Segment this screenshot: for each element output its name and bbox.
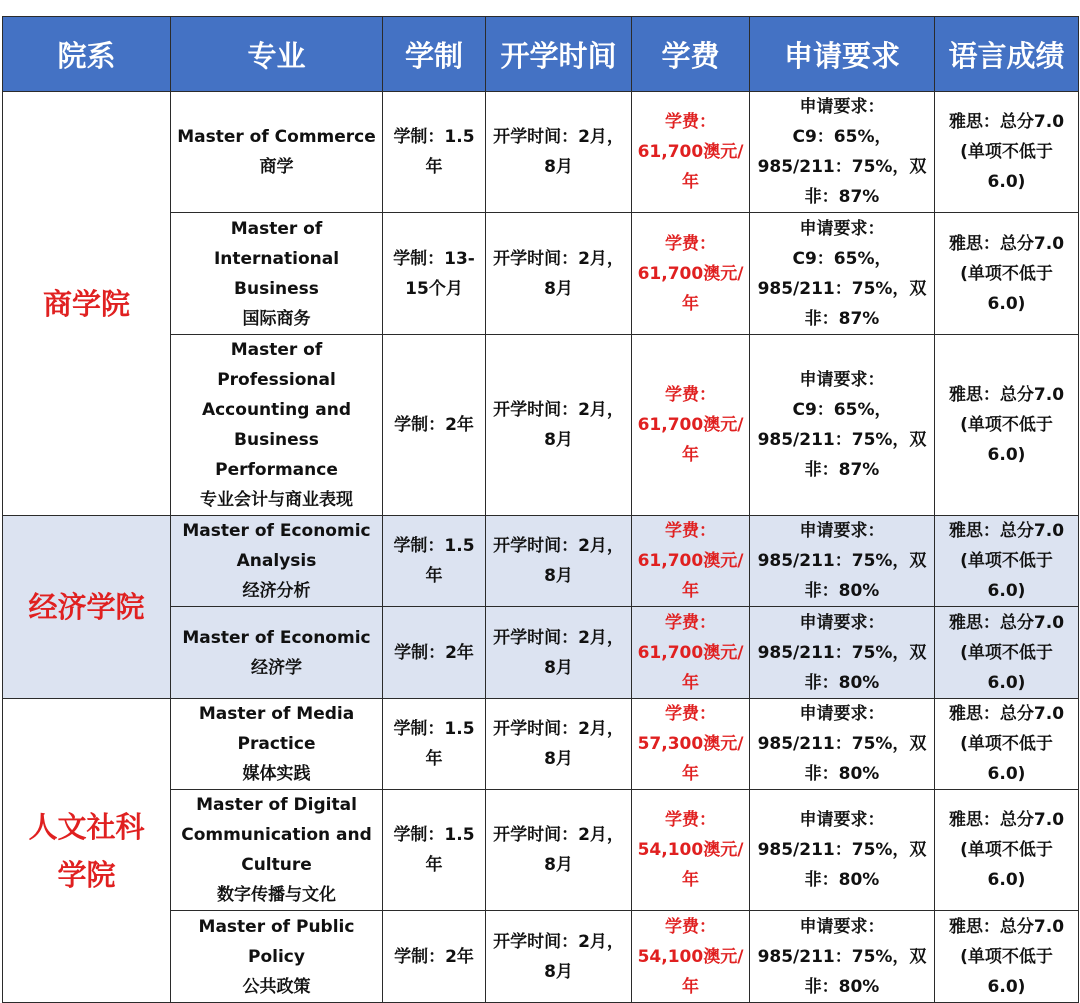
cell-line: 非：80% <box>804 976 880 997</box>
cell-line: 6.0) <box>987 445 1026 465</box>
tuition-cell <box>632 607 750 699</box>
duration-cell <box>383 911 486 1003</box>
cell-line: 8月 <box>544 157 573 177</box>
tuition-cell <box>632 911 750 1003</box>
cell-line: 申请要求： <box>799 370 885 390</box>
duration-cell <box>383 213 486 335</box>
cell-line: 经济学院 <box>28 590 145 624</box>
cell-line: 8月 <box>544 278 573 299</box>
cell-line: 8月 <box>544 430 573 450</box>
major-cell <box>171 911 383 1003</box>
header-tuition: 学费 <box>632 17 750 92</box>
cell-line: Practice <box>237 734 316 754</box>
cell-line: 媒体实践 <box>242 764 311 784</box>
cell-line: 雅思：总分7.0 <box>948 916 1065 937</box>
duration-cell <box>383 92 486 213</box>
header-language: 语言成绩 <box>935 17 1079 92</box>
cell-line: 6.0) <box>987 672 1026 693</box>
header-major: 专业 <box>171 17 383 92</box>
cell-line: 年 <box>425 157 443 177</box>
cell-line: 开学时间：2月， <box>493 127 624 147</box>
cell-line: 申请要求： <box>799 521 885 541</box>
cell-line: 非：87% <box>804 460 880 480</box>
cell-line: 学制：1.5 <box>393 127 475 147</box>
requirement-cell <box>750 607 935 699</box>
cell-line: 非：80% <box>804 581 880 601</box>
cell-line: (单项不低于 <box>960 142 1053 162</box>
cell-line: 年 <box>682 293 699 314</box>
cell-line: 专业会计与商业表现 <box>200 490 353 510</box>
requirement-cell <box>750 699 935 790</box>
cell-line: 61,700澳元/ <box>637 642 744 663</box>
cell-line: 年 <box>682 672 699 693</box>
cell-line: 年 <box>682 581 699 601</box>
cell-line: 学费： <box>665 233 716 254</box>
cell-line: 61,700澳元/ <box>637 142 744 162</box>
major-cell <box>171 516 383 607</box>
cell-line: 雅思：总分7.0 <box>948 810 1065 830</box>
cell-line: 申请要求： <box>799 704 885 724</box>
cell-line: 学院 <box>57 857 116 892</box>
cell-line: 学费： <box>665 704 716 724</box>
cell-line: 学制：1.5 <box>393 825 475 845</box>
cell-line: 经济分析 <box>242 581 311 601</box>
duration-cell <box>383 790 486 911</box>
cell-line: 985/211：75%，双 <box>757 946 927 967</box>
cell-line: C9：65%， <box>792 127 892 147</box>
language-cell <box>935 213 1079 335</box>
cell-line: 雅思：总分7.0 <box>948 521 1065 541</box>
cell-line: 年 <box>425 855 443 875</box>
cell-line: 雅思：总分7.0 <box>948 112 1065 132</box>
cell-line: 学费： <box>665 810 716 830</box>
cell-line: 商学 <box>259 157 294 177</box>
cell-line: 雅思：总分7.0 <box>948 704 1065 724</box>
header-department: 院系 <box>3 17 171 92</box>
cell-line: 985/211：75%，双 <box>757 430 927 450</box>
department-cell <box>3 92 171 516</box>
cell-line: 申请要求： <box>799 218 885 239</box>
cell-line: 人文社科 <box>28 809 145 844</box>
cell-line: 申请要求： <box>799 916 885 937</box>
cell-line: 985/211：75%，双 <box>757 734 927 754</box>
tuition-cell <box>632 699 750 790</box>
language-cell <box>935 699 1079 790</box>
language-cell <box>935 607 1079 699</box>
cell-line: (单项不低于 <box>960 642 1053 663</box>
cell-line: 年 <box>425 566 443 586</box>
cell-line: 8月 <box>544 855 573 875</box>
tuition-cell <box>632 213 750 335</box>
cell-line: 雅思：总分7.0 <box>948 385 1065 405</box>
cell-line: 年 <box>682 976 699 997</box>
cell-line: 开学时间：2月， <box>493 627 624 648</box>
cell-line: 雅思：总分7.0 <box>948 612 1065 633</box>
table-row <box>3 92 1079 213</box>
cell-line: 985/211：75%，双 <box>757 642 927 663</box>
cell-line: Master of Public Policy <box>198 916 355 967</box>
cell-line: 数字传播与文化 <box>217 885 336 905</box>
cell-line: 申请要求： <box>799 97 885 117</box>
cell-line: 雅思：总分7.0 <box>948 233 1065 254</box>
cell-line: 61,700澳元/ <box>637 263 744 284</box>
cell-line: Communication and <box>181 825 372 845</box>
cell-line: 公共政策 <box>242 976 311 997</box>
major-cell <box>171 790 383 911</box>
cell-line: 年 <box>682 445 699 465</box>
cell-line: (单项不低于 <box>960 840 1053 860</box>
table-row <box>3 516 1079 607</box>
cell-line: 8月 <box>544 961 573 982</box>
cell-line: International Business <box>213 248 340 299</box>
cell-line: C9：65%， <box>792 248 892 269</box>
language-cell <box>935 92 1079 213</box>
cell-line: 年 <box>682 172 699 192</box>
cell-line: 6.0) <box>987 870 1026 890</box>
cell-line: Master of Commerce <box>177 127 376 147</box>
cell-line: 8月 <box>544 566 573 586</box>
duration-cell <box>383 516 486 607</box>
cell-line: 6.0) <box>987 764 1026 784</box>
cell-line: 学制：13- <box>393 248 475 269</box>
major-cell <box>171 335 383 516</box>
cell-line: 商学院 <box>42 286 130 321</box>
cell-line: (单项不低于 <box>960 734 1053 754</box>
requirement-cell <box>750 911 935 1003</box>
requirement-cell <box>750 516 935 607</box>
cell-line: Master of Economic <box>182 627 371 648</box>
cell-line: 学制：2年 <box>394 946 474 967</box>
cell-line: (单项不低于 <box>960 946 1053 967</box>
major-cell <box>171 607 383 699</box>
department-cell <box>3 516 171 699</box>
cell-line: Accounting and <box>201 400 352 420</box>
program-table <box>2 16 1079 1003</box>
tuition-cell <box>632 790 750 911</box>
cell-line: 国际商务 <box>242 308 311 329</box>
requirement-cell <box>750 790 935 911</box>
cell-line: 申请要求： <box>799 810 885 830</box>
department-cell <box>3 699 171 1003</box>
cell-line: Culture <box>241 855 312 875</box>
cell-line: Master of Professional <box>217 340 336 390</box>
cell-line: 8月 <box>544 657 573 678</box>
language-cell <box>935 516 1079 607</box>
tuition-cell <box>632 92 750 213</box>
cell-line: 8月 <box>544 749 573 769</box>
major-cell <box>171 699 383 790</box>
cell-line: 学费： <box>665 916 716 937</box>
cell-line: Analysis <box>236 551 317 571</box>
start-time-cell <box>486 335 632 516</box>
header-row <box>3 17 1079 92</box>
requirement-cell <box>750 213 935 335</box>
cell-line: 非：80% <box>804 764 880 784</box>
start-time-cell <box>486 699 632 790</box>
requirement-cell <box>750 335 935 516</box>
cell-line: 61,700澳元/ <box>637 551 744 571</box>
cell-line: (单项不低于 <box>960 551 1053 571</box>
cell-line: 学费： <box>665 612 716 633</box>
tuition-cell <box>632 516 750 607</box>
cell-line: 非：80% <box>804 672 880 693</box>
start-time-cell <box>486 213 632 335</box>
cell-line: 6.0) <box>987 976 1026 997</box>
cell-line: 学费： <box>665 385 716 405</box>
cell-line: 开学时间：2月， <box>493 536 624 556</box>
duration-cell <box>383 699 486 790</box>
language-cell <box>935 790 1079 911</box>
cell-line: 开学时间：2月， <box>493 248 624 269</box>
cell-line: 985/211：75%，双 <box>757 278 927 299</box>
start-time-cell <box>486 790 632 911</box>
cell-line: 54,100澳元/ <box>637 946 744 967</box>
cell-line: Master of Digital <box>196 795 357 815</box>
duration-cell <box>383 607 486 699</box>
start-time-cell <box>486 92 632 213</box>
cell-line: 开学时间：2月， <box>493 400 624 420</box>
cell-line: 开学时间：2月， <box>493 825 624 845</box>
header-duration: 学制 <box>383 17 486 92</box>
cell-line: 开学时间：2月， <box>493 719 624 739</box>
cell-line: Master of Economic <box>182 521 371 541</box>
start-time-cell <box>486 911 632 1003</box>
cell-line: Business Performance <box>215 430 338 480</box>
requirement-cell <box>750 92 935 213</box>
cell-line: 985/211：75%，双 <box>757 157 927 177</box>
duration-cell <box>383 335 486 516</box>
cell-line: 6.0) <box>987 293 1026 314</box>
cell-line: 54,100澳元/ <box>637 840 744 860</box>
major-cell <box>171 92 383 213</box>
cell-line: 6.0) <box>987 581 1026 601</box>
cell-line: 学费： <box>665 112 716 132</box>
cell-line: 学制：1.5 <box>393 719 475 739</box>
start-time-cell <box>486 607 632 699</box>
cell-line: Master of Media <box>198 704 355 724</box>
cell-line: 年 <box>425 749 443 769</box>
cell-line: (单项不低于 <box>960 415 1053 435</box>
cell-line: 985/211：75%，双 <box>757 840 927 860</box>
header-start-time: 开学时间 <box>486 17 632 92</box>
cell-line: 57,300澳元/ <box>637 734 744 754</box>
header-requirements: 申请要求 <box>750 17 935 92</box>
cell-line: 985/211：75%，双 <box>757 551 927 571</box>
start-time-cell <box>486 516 632 607</box>
cell-line: Master of <box>230 218 323 239</box>
cell-line: 61,700澳元/ <box>637 415 744 435</box>
language-cell <box>935 911 1079 1003</box>
cell-line: 年 <box>682 764 699 784</box>
table-body <box>3 92 1079 1003</box>
major-cell <box>171 213 383 335</box>
cell-line: 学费： <box>665 521 716 541</box>
cell-line: 申请要求： <box>799 612 885 633</box>
table-row <box>3 699 1079 790</box>
cell-line: 学制：2年 <box>394 415 474 435</box>
cell-line: 学制：1.5 <box>393 536 475 556</box>
cell-line: 15个月 <box>405 278 463 299</box>
cell-line: 学制：2年 <box>394 642 474 663</box>
cell-line: 6.0) <box>987 172 1026 192</box>
cell-line: 非：87% <box>804 308 880 329</box>
tuition-cell <box>632 335 750 516</box>
cell-line: 年 <box>682 870 699 890</box>
cell-line: C9：65%， <box>792 400 892 420</box>
cell-line: 非：87% <box>804 187 880 207</box>
cell-line: 非：80% <box>804 870 880 890</box>
cell-line: 开学时间：2月， <box>493 931 624 952</box>
cell-line: (单项不低于 <box>960 263 1053 284</box>
cell-line: 经济学 <box>251 657 302 678</box>
language-cell <box>935 335 1079 516</box>
